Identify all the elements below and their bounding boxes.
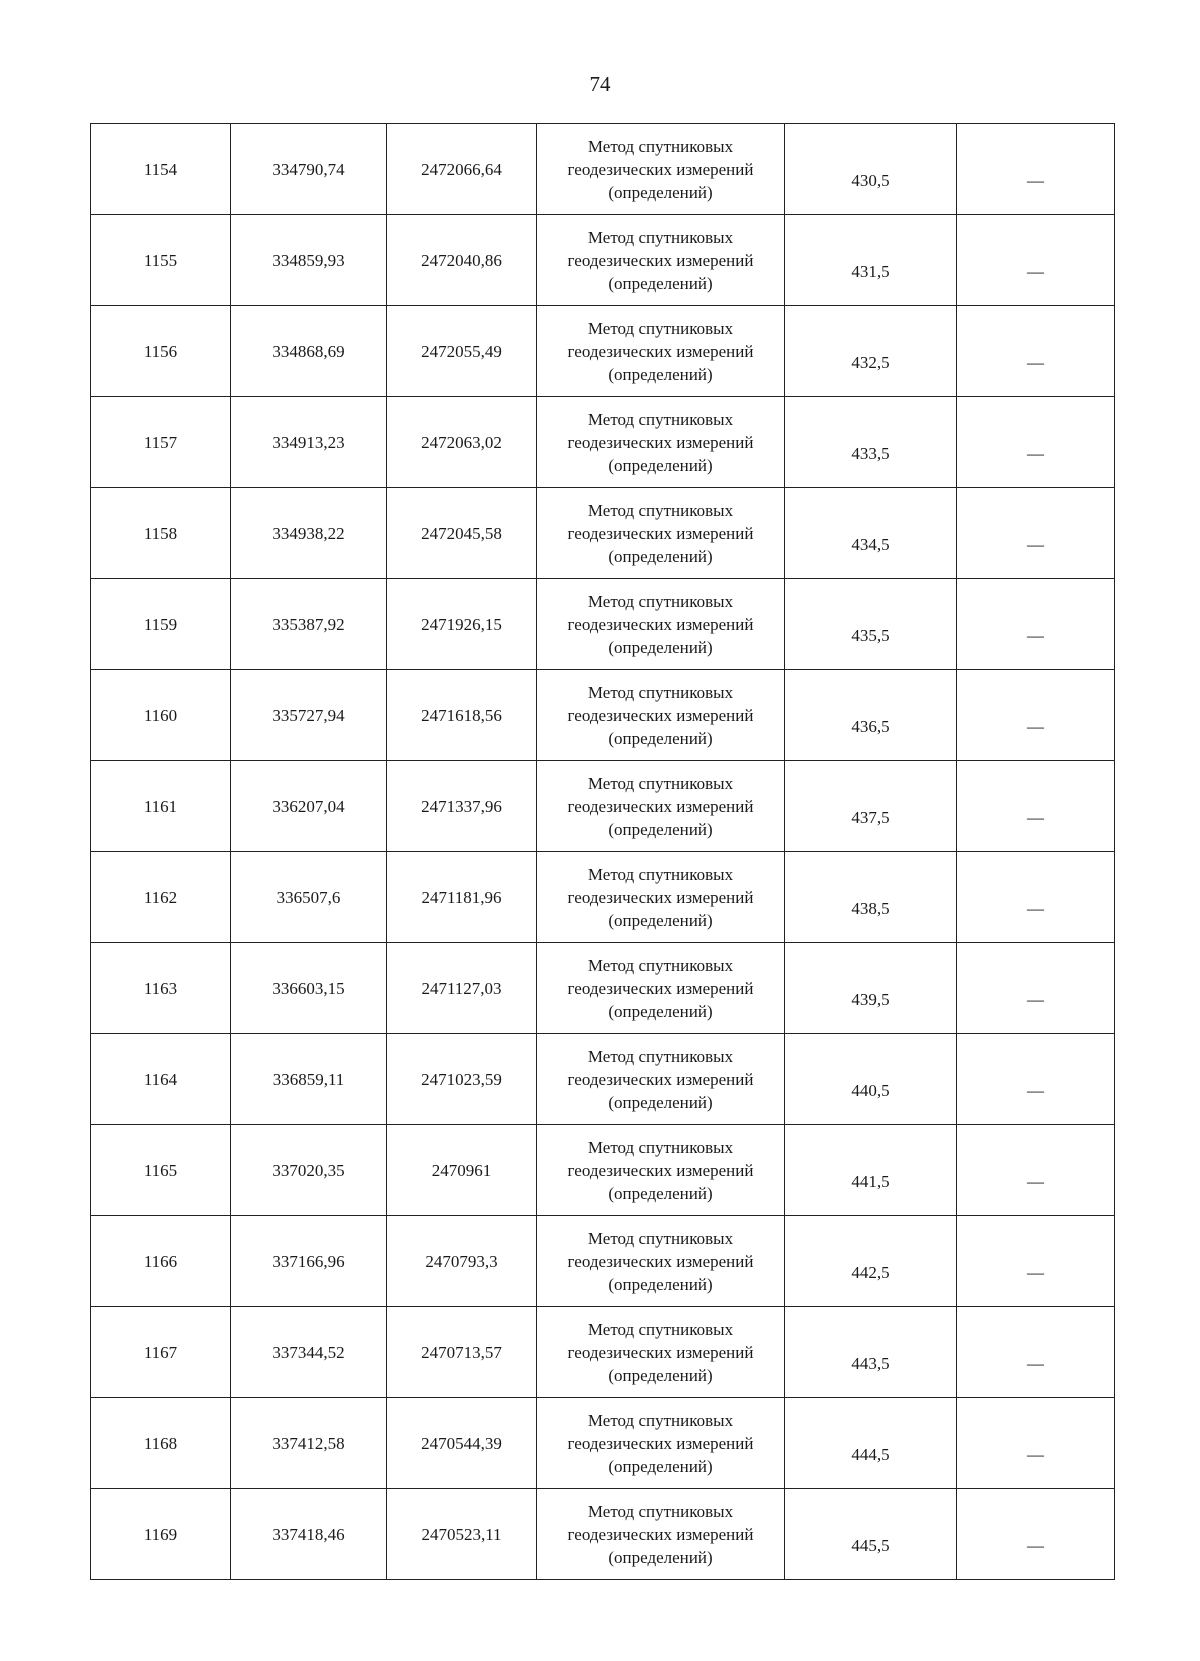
method-line: Метод спутниковых (587, 1228, 734, 1248)
y-coordinate-cell: 2470793,3 (387, 1216, 537, 1307)
note-dash: — (1027, 989, 1044, 1009)
method-line: Метод спутниковых (587, 409, 734, 429)
method-line: геодезических измерений (567, 978, 754, 998)
accuracy-value: 440,5 (851, 1081, 890, 1100)
note-dash: — (1027, 898, 1044, 918)
accuracy-cell (785, 1398, 957, 1489)
method-cell (537, 1125, 785, 1216)
note-cell (957, 124, 1115, 215)
x-coordinate-cell: 335727,94 (231, 670, 387, 761)
method-line: (определений) (608, 1001, 713, 1021)
method-line: геодезических измерений (567, 614, 754, 634)
method-line: Метод спутниковых (587, 136, 734, 156)
note-cell (957, 1398, 1115, 1489)
accuracy-cell (785, 124, 957, 215)
method-cell (537, 852, 785, 943)
note-dash: — (1027, 716, 1044, 736)
table-row (91, 670, 1115, 761)
table-row (91, 1034, 1115, 1125)
method-cell (537, 1489, 785, 1580)
x-coordinate-cell: 336207,04 (231, 761, 387, 852)
note-cell (957, 1125, 1115, 1216)
method-line: геодезических измерений (567, 1160, 754, 1180)
accuracy-value: 430,5 (851, 171, 890, 190)
note-cell (957, 1489, 1115, 1580)
y-coordinate-cell: 2470713,57 (387, 1307, 537, 1398)
method-line: (определений) (608, 273, 713, 293)
table-row (91, 1125, 1115, 1216)
point-number-cell: 1168 (91, 1398, 231, 1489)
method-line: Метод спутниковых (587, 773, 734, 793)
note-cell (957, 670, 1115, 761)
method-line: (определений) (608, 364, 713, 384)
method-cell (537, 1216, 785, 1307)
method-line: геодезических измерений (567, 796, 754, 816)
accuracy-value: 431,5 (851, 262, 890, 281)
x-coordinate-cell: 336859,11 (231, 1034, 387, 1125)
x-coordinate-cell: 334790,74 (231, 124, 387, 215)
y-coordinate-cell: 2472063,02 (387, 397, 537, 488)
note-dash: — (1027, 170, 1044, 190)
method-cell (537, 488, 785, 579)
accuracy-value: 433,5 (851, 444, 890, 463)
y-coordinate-cell: 2472040,86 (387, 215, 537, 306)
table-row (91, 1216, 1115, 1307)
x-coordinate-cell: 336507,6 (231, 852, 387, 943)
method-line: Метод спутниковых (587, 682, 734, 702)
accuracy-value: 438,5 (851, 899, 890, 918)
note-dash: — (1027, 1535, 1044, 1555)
y-coordinate-cell: 2471926,15 (387, 579, 537, 670)
note-cell (957, 488, 1115, 579)
coordinates-table (90, 123, 1115, 1580)
accuracy-value: 445,5 (851, 1536, 890, 1555)
note-cell (957, 397, 1115, 488)
point-number-cell: 1156 (91, 306, 231, 397)
method-line: геодезических измерений (567, 1069, 754, 1089)
note-dash: — (1027, 1353, 1044, 1373)
method-cell (537, 1307, 785, 1398)
table-row (91, 1489, 1115, 1580)
x-coordinate-cell: 337412,58 (231, 1398, 387, 1489)
method-line: (определений) (608, 637, 713, 657)
method-line: геодезических измерений (567, 1342, 754, 1362)
note-cell (957, 1216, 1115, 1307)
method-cell (537, 124, 785, 215)
method-cell (537, 943, 785, 1034)
method-line: Метод спутниковых (587, 1046, 734, 1066)
method-line: (определений) (608, 1365, 713, 1385)
method-line: геодезических измерений (567, 1251, 754, 1271)
method-line: геодезических измерений (567, 432, 754, 452)
accuracy-cell (785, 1307, 957, 1398)
method-cell (537, 1034, 785, 1125)
x-coordinate-cell: 337418,46 (231, 1489, 387, 1580)
note-cell (957, 1307, 1115, 1398)
x-coordinate-cell: 334868,69 (231, 306, 387, 397)
note-dash: — (1027, 1080, 1044, 1100)
method-line: Метод спутниковых (587, 1319, 734, 1339)
note-dash: — (1027, 261, 1044, 281)
table-row (91, 306, 1115, 397)
method-line: геодезических измерений (567, 250, 754, 270)
accuracy-value: 436,5 (851, 717, 890, 736)
point-number-cell: 1165 (91, 1125, 231, 1216)
y-coordinate-cell: 2471023,59 (387, 1034, 537, 1125)
page-number: 74 (589, 72, 611, 96)
x-coordinate-cell: 334913,23 (231, 397, 387, 488)
method-line: Метод спутниковых (587, 1137, 734, 1157)
method-cell (537, 579, 785, 670)
accuracy-cell (785, 306, 957, 397)
method-line: Метод спутниковых (587, 864, 734, 884)
accuracy-cell (785, 1489, 957, 1580)
method-cell (537, 306, 785, 397)
accuracy-value: 441,5 (851, 1172, 890, 1191)
method-cell (537, 670, 785, 761)
table-row (91, 215, 1115, 306)
method-line: (определений) (608, 546, 713, 566)
accuracy-cell (785, 1125, 957, 1216)
note-cell (957, 852, 1115, 943)
note-dash: — (1027, 807, 1044, 827)
method-line: Метод спутниковых (587, 227, 734, 247)
table-row (91, 852, 1115, 943)
method-cell (537, 215, 785, 306)
method-line: Метод спутниковых (587, 955, 734, 975)
method-line: геодезических измерений (567, 523, 754, 543)
method-line: (определений) (608, 455, 713, 475)
method-line: Метод спутниковых (587, 318, 734, 338)
method-line: Метод спутниковых (587, 500, 734, 520)
accuracy-cell (785, 670, 957, 761)
accuracy-cell (785, 1034, 957, 1125)
accuracy-value: 434,5 (851, 535, 890, 554)
table-row (91, 397, 1115, 488)
point-number-cell: 1163 (91, 943, 231, 1034)
y-coordinate-cell: 2471618,56 (387, 670, 537, 761)
accuracy-cell (785, 1216, 957, 1307)
method-line: (определений) (608, 819, 713, 839)
accuracy-cell (785, 852, 957, 943)
table-row (91, 124, 1115, 215)
accuracy-value: 437,5 (851, 808, 890, 827)
method-line: Метод спутниковых (587, 1501, 734, 1521)
note-cell (957, 761, 1115, 852)
x-coordinate-cell: 337020,35 (231, 1125, 387, 1216)
method-line: (определений) (608, 1183, 713, 1203)
note-dash: — (1027, 352, 1044, 372)
method-line: геодезических измерений (567, 1524, 754, 1544)
method-cell (537, 1398, 785, 1489)
y-coordinate-cell: 2472066,64 (387, 124, 537, 215)
method-line: (определений) (608, 182, 713, 202)
method-line: геодезических измерений (567, 341, 754, 361)
method-line: геодезических измерений (567, 705, 754, 725)
accuracy-cell (785, 215, 957, 306)
note-dash: — (1027, 534, 1044, 554)
point-number-cell: 1155 (91, 215, 231, 306)
method-line: геодезических измерений (567, 887, 754, 907)
point-number-cell: 1167 (91, 1307, 231, 1398)
point-number-cell: 1159 (91, 579, 231, 670)
point-number-cell: 1162 (91, 852, 231, 943)
accuracy-cell (785, 579, 957, 670)
point-number-cell: 1160 (91, 670, 231, 761)
table-row (91, 1307, 1115, 1398)
y-coordinate-cell: 2472055,49 (387, 306, 537, 397)
y-coordinate-cell: 2470523,11 (387, 1489, 537, 1580)
table-row (91, 1398, 1115, 1489)
y-coordinate-cell: 2471337,96 (387, 761, 537, 852)
method-line: (определений) (608, 1274, 713, 1294)
accuracy-value: 432,5 (851, 353, 890, 372)
accuracy-cell (785, 397, 957, 488)
method-line: (определений) (608, 1092, 713, 1112)
method-line: Метод спутниковых (587, 591, 734, 611)
note-dash: — (1027, 1171, 1044, 1191)
note-cell (957, 306, 1115, 397)
point-number-cell: 1157 (91, 397, 231, 488)
accuracy-cell (785, 488, 957, 579)
x-coordinate-cell: 334859,93 (231, 215, 387, 306)
table-row (91, 488, 1115, 579)
method-line: геодезических измерений (567, 159, 754, 179)
note-cell (957, 1034, 1115, 1125)
method-line: (определений) (608, 1456, 713, 1476)
note-dash: — (1027, 443, 1044, 463)
accuracy-value: 444,5 (851, 1445, 890, 1464)
accuracy-value: 435,5 (851, 626, 890, 645)
accuracy-value: 443,5 (851, 1354, 890, 1373)
table-row (91, 761, 1115, 852)
accuracy-value: 439,5 (851, 990, 890, 1009)
point-number-cell: 1166 (91, 1216, 231, 1307)
method-cell (537, 397, 785, 488)
method-line: геодезических измерений (567, 1433, 754, 1453)
y-coordinate-cell: 2471127,03 (387, 943, 537, 1034)
point-number-cell: 1161 (91, 761, 231, 852)
x-coordinate-cell: 336603,15 (231, 943, 387, 1034)
method-line: (определений) (608, 728, 713, 748)
note-dash: — (1027, 1262, 1044, 1282)
method-line: Метод спутниковых (587, 1410, 734, 1430)
table-row (91, 943, 1115, 1034)
note-dash: — (1027, 1444, 1044, 1464)
y-coordinate-cell: 2471181,96 (387, 852, 537, 943)
point-number-cell: 1158 (91, 488, 231, 579)
method-line: (определений) (608, 910, 713, 930)
x-coordinate-cell: 334938,22 (231, 488, 387, 579)
point-number-cell: 1154 (91, 124, 231, 215)
note-dash: — (1027, 625, 1044, 645)
note-cell (957, 579, 1115, 670)
x-coordinate-cell: 335387,92 (231, 579, 387, 670)
table-row (91, 579, 1115, 670)
method-line: (определений) (608, 1547, 713, 1567)
accuracy-value: 442,5 (851, 1263, 890, 1282)
note-cell (957, 215, 1115, 306)
accuracy-cell (785, 943, 957, 1034)
x-coordinate-cell: 337344,52 (231, 1307, 387, 1398)
y-coordinate-cell: 2470544,39 (387, 1398, 537, 1489)
y-coordinate-cell: 2470961 (387, 1125, 537, 1216)
point-number-cell: 1164 (91, 1034, 231, 1125)
method-cell (537, 761, 785, 852)
accuracy-cell (785, 761, 957, 852)
x-coordinate-cell: 337166,96 (231, 1216, 387, 1307)
note-cell (957, 943, 1115, 1034)
point-number-cell: 1169 (91, 1489, 231, 1580)
y-coordinate-cell: 2472045,58 (387, 488, 537, 579)
coordinates-table-body (91, 124, 1115, 1580)
